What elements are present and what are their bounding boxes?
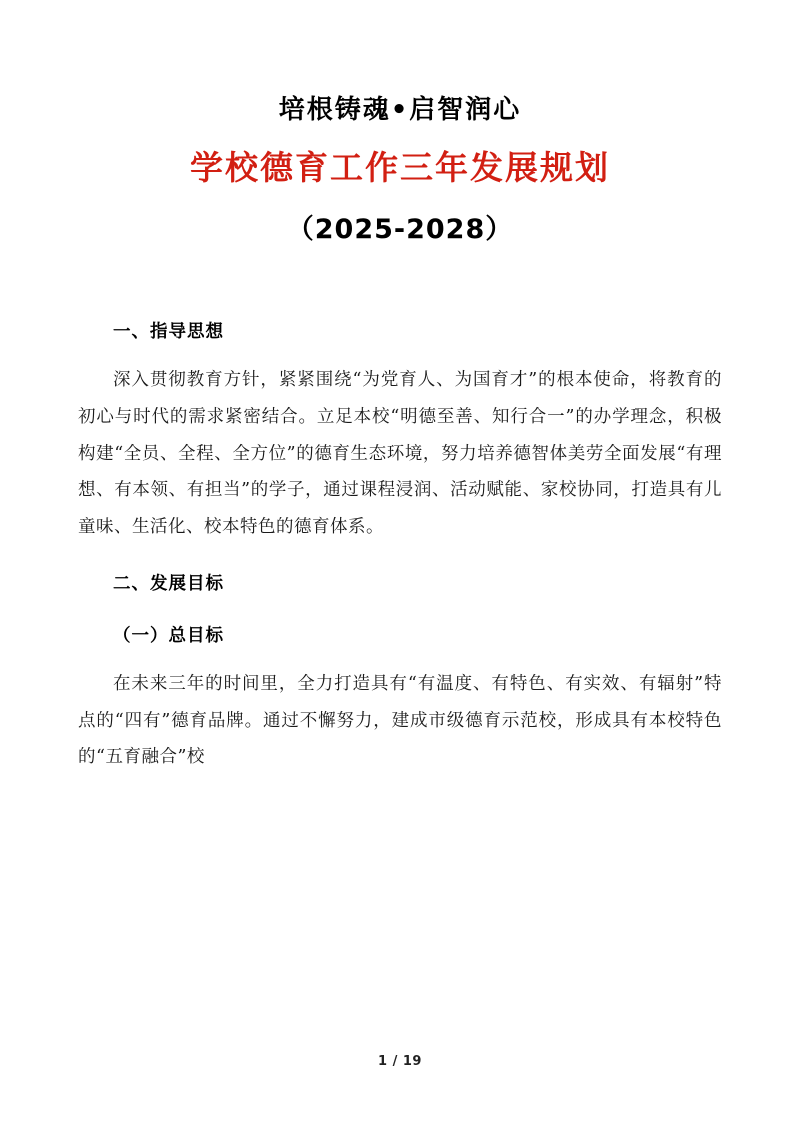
document-body (78, 318, 722, 776)
document-title-block (78, 95, 722, 246)
section-heading-overall-goal: （一）总目标 (113, 625, 224, 646)
paragraph-guiding-ideology: 深入贯彻教育方针，紧紧围绕“为党育人、为国育才”的根本使命，将教育的初心与时代的需求紧密结合。立足本校“明德至善、知行合一”的办学理念，积极构建“全员、全程、全方位”的德育生态环境，努力培养德智体美劳全面发展“有理想、有本领、有担当”的学子，通过课程浸润、活动赋能、家校协同，打造具有儿童味、生活化、校本特色的德育体系。 (78, 370, 722, 538)
page-title-period: （2025-2028） (286, 213, 514, 245)
page-title-subtitle: 培根铸魂•启智润心 (278, 95, 522, 125)
section-heading-development-goals: 二、发展目标 (113, 573, 224, 594)
section-heading-guiding-ideology: 一、指导思想 (113, 322, 224, 343)
paragraph-overall-goal: 在未来三年的时间里，全力打造具有“有温度、有特色、有实效、有辐射”特点的“四有”德育品牌。通过不懈努力，建成市级德育示范校，形成具有本校特色的“五育融合”校 (78, 673, 722, 768)
page-number-footer: 1 / 19 (378, 1054, 422, 1069)
page-title-main: 学校德育工作三年发展规划 (190, 148, 610, 188)
